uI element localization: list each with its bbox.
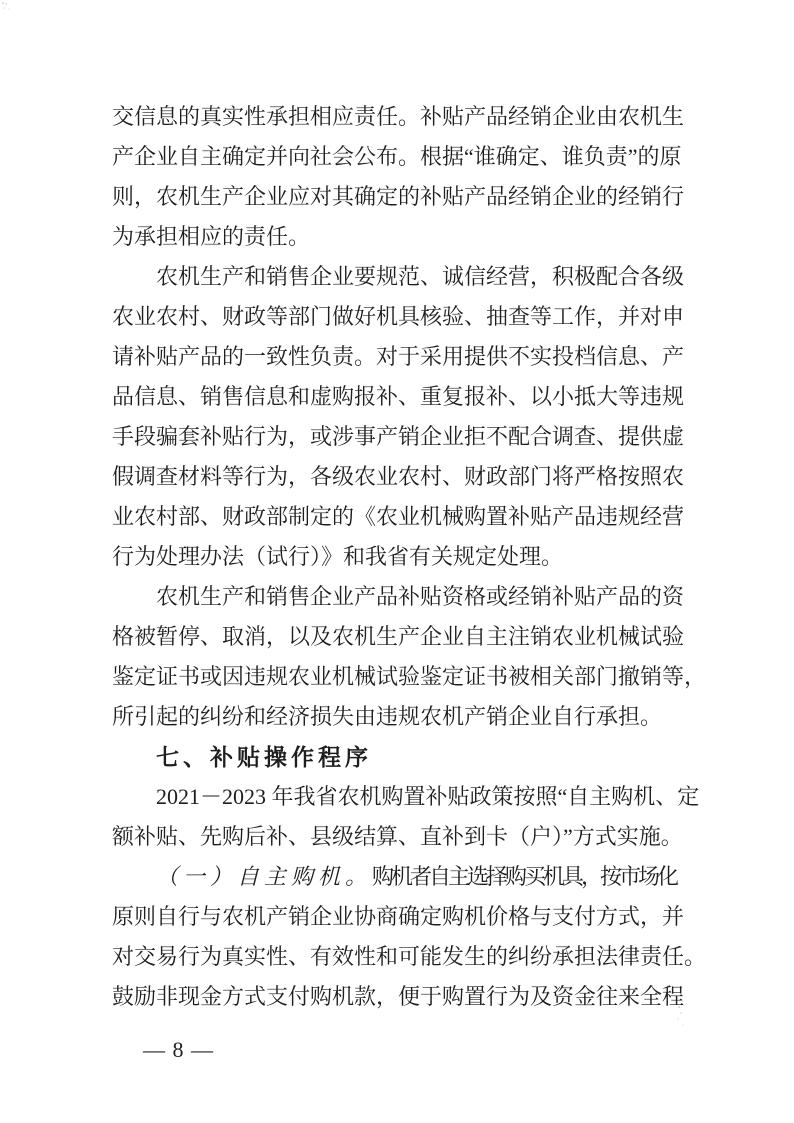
- text-line: 农机生产和销售企业要规范、诚信经营，积极配合各级: [156, 264, 685, 289]
- text-line: 行为处理办法（试行）》和我省有关规定处理。: [112, 544, 564, 569]
- paragraph-block: [112, 257, 684, 577]
- paragraph-block: [112, 97, 684, 257]
- text-line: 则，农机生产企业应对其确定的补贴产品经销企业的经销行: [112, 184, 685, 209]
- text-line: 所引起的纠纷和经济损失由违规农机产销企业自行承担。: [112, 704, 663, 729]
- paragraph-block: [112, 777, 700, 857]
- text-line: 请补贴产品的一致性负责。对于采用提供不实投档信息、产: [112, 344, 685, 369]
- scan-noise-top-left: [2, 2, 4, 4]
- text-line: [112, 857, 684, 897]
- text-line: 鼓励非现金方式支付购机款，便于购置行为及资金往来全程: [112, 984, 685, 1009]
- text-run: 购机者自主选择购买机具，按市场化: [372, 864, 677, 889]
- paragraph-block: [112, 577, 707, 737]
- text-line: 为承担相应的责任。: [112, 224, 311, 249]
- text-line: 农业农村、财政等部门做好机具核验、抽查等工作，并对申: [112, 304, 685, 329]
- text-line: 鉴定证书或因违规农业机械试验鉴定证书被相关部门撤销等，: [112, 664, 707, 689]
- text-line: 额补贴、先购后补、县级结算、直补到卡（户）”方式实施。: [112, 824, 683, 849]
- text-line: 2021－2023 年我省农机购置补贴政策按照“自主购机、定: [156, 784, 700, 809]
- text-line: 品信息、销售信息和虚购报补、重复报补、以小抵大等违规: [112, 384, 685, 409]
- text-line: 对交易行为真实性、有效性和可能发生的纠纷承担法律责任。: [112, 944, 707, 969]
- section-heading: 七、补贴操作程序: [156, 744, 372, 770]
- paragraph-block: [112, 857, 707, 1017]
- text-line: 农机生产和销售企业产品补贴资格或经销补贴产品的资: [156, 584, 685, 609]
- text-line: 业农村部、财政部制定的《农业机械购置补贴产品违规经营: [112, 504, 685, 529]
- text-line: 格被暂停、取消，以及农机生产企业自主注销农业机械试验: [112, 624, 685, 649]
- section-heading-block: [112, 737, 684, 777]
- clause-lead: （一）自主购机。: [156, 864, 373, 889]
- text-line: 交信息的真实性承担相应责任。补贴产品经销企业由农机生: [112, 104, 685, 129]
- text-line: 原则自行与农机产销企业协商确定购机价格与支付方式，并: [112, 904, 685, 929]
- document-body: [112, 97, 707, 1017]
- text-line: 假调查材料等行为，各级农业农村、财政部门将严格按照农: [112, 464, 685, 489]
- page-number: — 8 —: [143, 1037, 214, 1062]
- text-line: 产企业自主确定并向社会公布。根据“谁确定、谁负责”的原: [112, 144, 682, 169]
- text-line: 手段骗套补贴行为，或涉事产销企业拒不配合调查、提供虚: [112, 424, 685, 449]
